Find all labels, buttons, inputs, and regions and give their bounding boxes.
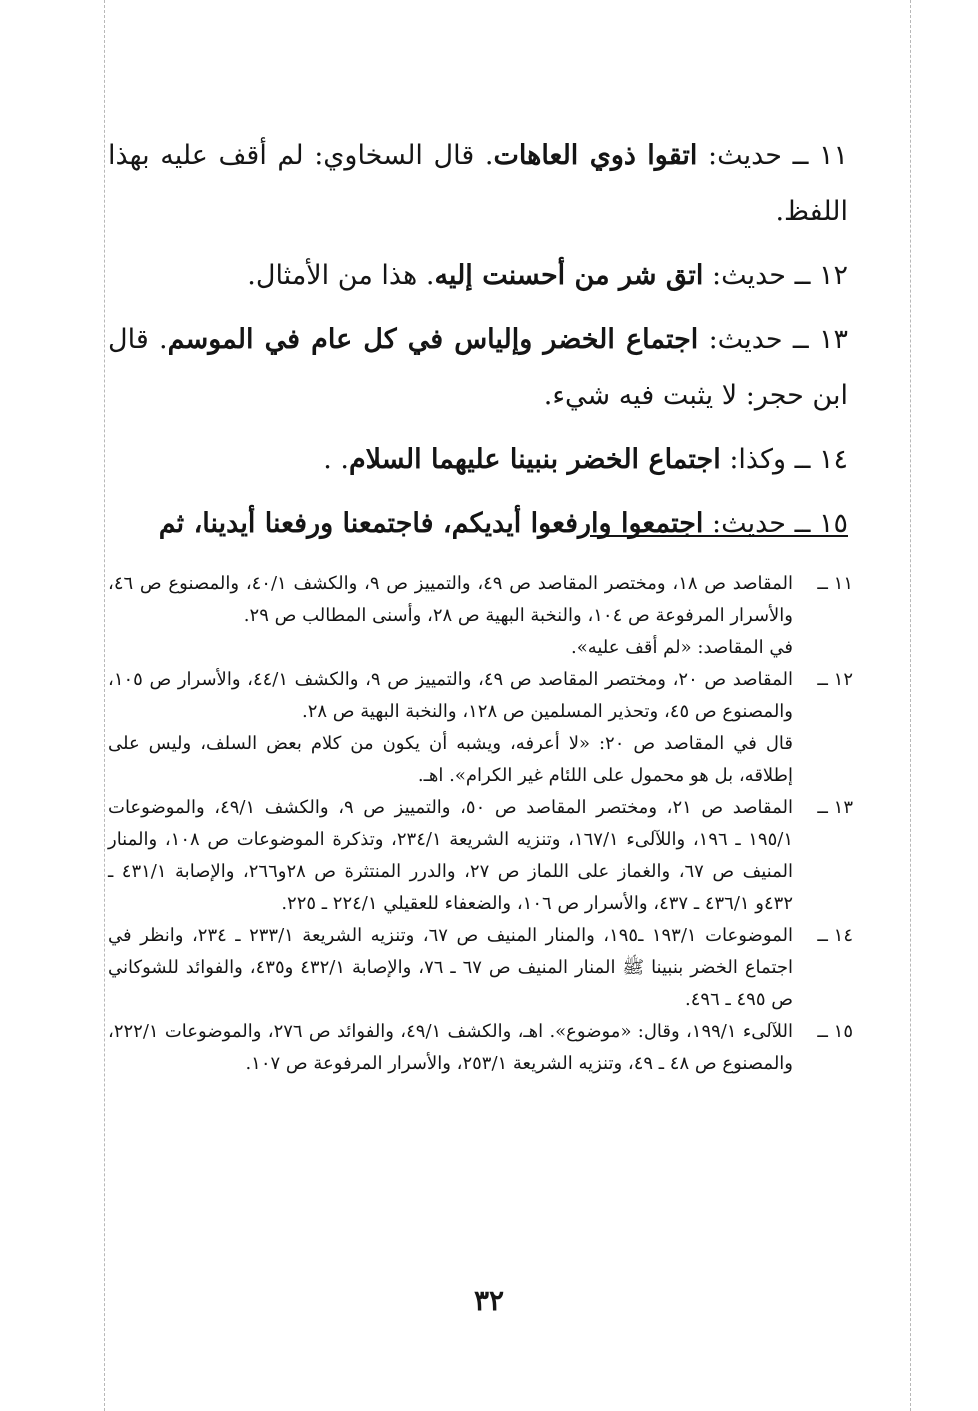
footnote-15 [108, 1016, 853, 1080]
footnote-comment: قال في المقاصد ص ٢٠: «لا أعرفه، ويشبه أن يكون من كلام بعض السلف، وليس على إطلاقه، بل هو محمول على اللئام غير الكرام». اهـ. [108, 733, 794, 786]
hadith-11 [108, 128, 848, 240]
hadith-12-text: اتق شر من أحسنت إليه [434, 260, 704, 291]
footnote-references: اللآلىء ١٩٩/١، وقال: «موضوع». اهـ، والكشف ٤٩/١، والفوائد ص ٢٧٦، والموضوعات ٢٢٢/١، والمصنوع ص ٤٨ ـ ٤٩، وتنزيه الشريعة ٢٥٣/١، والأسرار المرفوعة ص ١٠٧. [108, 1021, 793, 1074]
hadith-14 [108, 432, 848, 488]
hadith-13-comment: . قال ابن حجر: لا يثبت فيه شيء. [108, 324, 848, 411]
footnote-number: ١١ ــ [817, 573, 853, 594]
hadith-13 [108, 312, 848, 424]
footnote-11 [108, 568, 853, 664]
hadith-11-comment: . قال السخاوي: لم أقف عليه بهذا اللفظ. [108, 140, 848, 227]
hadith-13-text: اجتماع الخضر وإلياس في كل عام في الموسم [167, 324, 699, 355]
footnote-references: المقاصد ص ٢٠، ومختصر المقاصد ص ٤٩، والتمييز ص ٩، والكشف ٤٤/١، والأسرار ص ١٠٥، والمصنوع ص ٤٥، وتحذير المسلمين ص ١٢٨، والنخبة البهية ص ٢٨. [108, 669, 793, 722]
footnote-body [108, 920, 793, 1016]
footnote-number: ١٣ ــ [817, 797, 853, 818]
footnote-separator [590, 535, 848, 537]
footnote-references: المقاصد ص ١٨، ومختصر المقاصد ص ٤٩، والتمييز ص ٩، والكشف ٤٠/١، والمصنوع ص ٤٦، والأسرار المرفوعة ص ١٠٤، والنخبة البهية ص ٢٨، وأسنى المطالب ص ٢٩. [108, 573, 794, 626]
footnotes [108, 568, 853, 1080]
hadith-12 [108, 248, 848, 304]
right-margin-guide [910, 0, 911, 1411]
hadith-15-text: اجتمعوا وارفعوا أيديكم، فاجتمعنا ورفعنا أيدينا، ثم [158, 508, 704, 539]
hadith-11-text: اتقوا ذوي العاهات [493, 140, 698, 171]
footnote-comment: في المقاصد: «لم أقف عليه». [570, 637, 793, 658]
hadith-12-comment: . هذا من الأمثال. [247, 260, 435, 291]
hadith-14-text: اجتماع الخضر بنبينا عليهما السلام [348, 444, 721, 475]
footnote-12 [108, 664, 853, 792]
hadith-15-prefix: ١٥ ــ حديث: [703, 508, 848, 539]
page-number: ٣٢ [473, 1284, 505, 1317]
footnote-body [108, 1016, 793, 1080]
footnote-body [108, 792, 793, 920]
hadith-14-prefix: ١٤ ــ وكذا: [720, 444, 848, 475]
hadith-14-comment: . . [323, 444, 349, 475]
footnote-body [108, 568, 793, 664]
hadith-11-prefix: ١١ ــ حديث: [697, 140, 848, 171]
left-margin-guide [104, 0, 105, 1411]
hadith-13-prefix: ١٣ ــ حديث: [698, 324, 848, 355]
hadith-15 [108, 496, 848, 552]
footnote-references: المقاصد ص ٢١، ومختصر المقاصد ص ٥٠، والتمييز ص ٩، والكشف ٤٩/١، والموضوعات ١٩٥/١ ـ ١٩٦، واللآلىء ١٦٧/١، وتنزيه الشريعة ٢٣٤/١، وتذكرة الموضوعات ص ١٠٨، والمنار المنيف ص ٦٧، والغماز على اللماز ص ٢٧، والدرر المنتثرة ص ٢٨و٢٦٦، والإصابة ٤٣١/١ ـ ٤٣٢و ٤٣٦/١ ـ ٤٣٧، والأسرار ص ١٠٦، والضعفاء للعقيلي ٢٢٤/١ ـ ٢٢٥. [108, 797, 794, 914]
footnote-references: الموضوعات ١٩٣/١ ـ١٩٥، والمنار المنيف ص ٦٧، وتنزيه الشريعة ٢٣٣/١ ـ ٢٣٤، وانظر في اجتماع الخضر بنبينا ﷺ المنار المنيف ص ٦٧ ـ ٧٦، والإصابة ٤٣٢/١ و٤٣٥، والفوائد للشوكاني ص ٤٩٥ ـ ٤٩٦. [108, 925, 794, 1010]
footnote-number: ١٥ ــ [817, 1021, 853, 1042]
footnote-number: ١٤ ــ [817, 925, 853, 946]
main-text [108, 128, 848, 560]
hadith-12-prefix: ١٢ ــ حديث: [703, 260, 848, 291]
footnote-14 [108, 920, 853, 1016]
footnote-13 [108, 792, 853, 920]
footnote-number: ١٢ ــ [817, 669, 853, 690]
footnote-body [108, 664, 793, 792]
